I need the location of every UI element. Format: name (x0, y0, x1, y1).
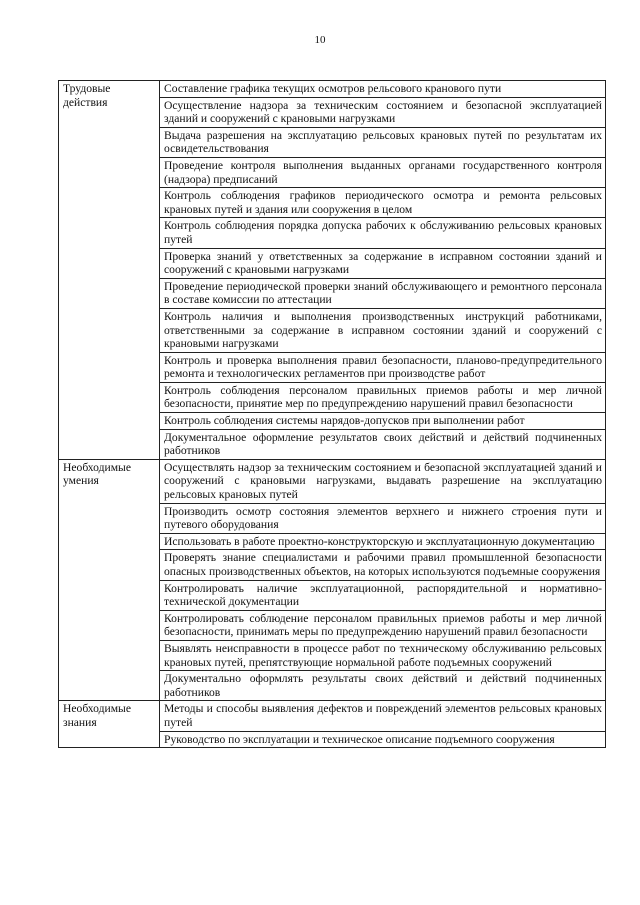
section-item: Осуществление надзора за техническим состоянием и безопасной эксплуатацией зданий и сооружений с крановыми нагрузками (160, 97, 606, 127)
page-number: 10 (314, 34, 326, 46)
table-row (59, 701, 606, 731)
section-item: Проверять знание специалистами и рабочими правил промышленной безопасности опасных производственных объектов, на которых используются подъемные сооружения (160, 550, 606, 580)
qualification-table (58, 80, 606, 748)
section-item: Проверка знаний у ответственных за содержание в исправном состоянии зданий и сооружений с крановыми нагрузками (160, 248, 606, 278)
section-item: Проведение периодической проверки знаний обслуживающего и ремонтного персонала в составе комиссии по аттестации (160, 278, 606, 308)
section-item: Проведение контроля выполнения выданных органами государственного контроля (надзора) предписаний (160, 157, 606, 187)
section-item: Составление графика текущих осмотров рельсового кранового пути (160, 81, 606, 98)
table-row (59, 81, 606, 98)
section-item: Контроль соблюдения порядка допуска рабочих к обслуживанию рельсовых крановых путей (160, 218, 606, 248)
section-item: Контроль соблюдения системы нарядов-допусков при выполнении работ (160, 413, 606, 430)
section-item: Руководство по эксплуатации и техническое описание подъемного сооружения (160, 731, 606, 748)
section-item: Контролировать соблюдение персоналом правильных приемов работы и мер личной безопасности, принимать меры по предупреждению нарушений правил безопасности (160, 610, 606, 640)
section-category: Необходимые знания (59, 701, 160, 748)
section-item: Контроль наличия и выполнения производственных инструкций работниками, ответственными за содержание в исправном состоянии зданий и сооружений с крановыми нагрузками (160, 308, 606, 352)
table-row (59, 459, 606, 503)
section-item: Использовать в работе проектно-конструкторскую и эксплуатационную документацию (160, 533, 606, 550)
section-category: Трудовые действия (59, 81, 160, 460)
section-item: Осуществлять надзор за техническим состоянием и безопасной эксплуатацией зданий и сооружений с крановыми нагрузками, выдавать разрешение на эксплуатацию рельсовых крановых путей (160, 459, 606, 503)
section-item: Контролировать наличие эксплуатационной, распорядительной и нормативно-технической документации (160, 580, 606, 610)
section-item: Выявлять неисправности в процессе работ по техническому обслуживанию рельсовых крановых путей, препятствующие нормальной работе подъемных сооружений (160, 640, 606, 670)
section-item: Контроль соблюдения персоналом правильных приемов работы и мер личной безопасности, принятие мер по предупреждению нарушений правил безопасности (160, 382, 606, 412)
section-item: Документальное оформление результатов своих действий и действий подчиненных работников (160, 429, 606, 459)
section-item: Контроль и проверка выполнения правил безопасности, планово-предупредительного ремонта и технологических регламентов при производстве работ (160, 352, 606, 382)
section-category: Необходимые умения (59, 459, 160, 701)
section-item: Методы и способы выявления дефектов и повреждений элементов рельсовых крановых путей (160, 701, 606, 731)
section-item: Производить осмотр состояния элементов верхнего и нижнего строения пути и путевого оборудования (160, 503, 606, 533)
qualification-table-body (59, 81, 606, 748)
section-item: Документально оформлять результаты своих действий и действий подчиненных работников (160, 671, 606, 701)
section-item: Контроль соблюдения графиков периодического осмотра и ремонта рельсовых крановых путей и здания или сооружения в целом (160, 188, 606, 218)
section-item: Выдача разрешения на эксплуатацию рельсовых крановых путей по результатам их освидетельствования (160, 127, 606, 157)
